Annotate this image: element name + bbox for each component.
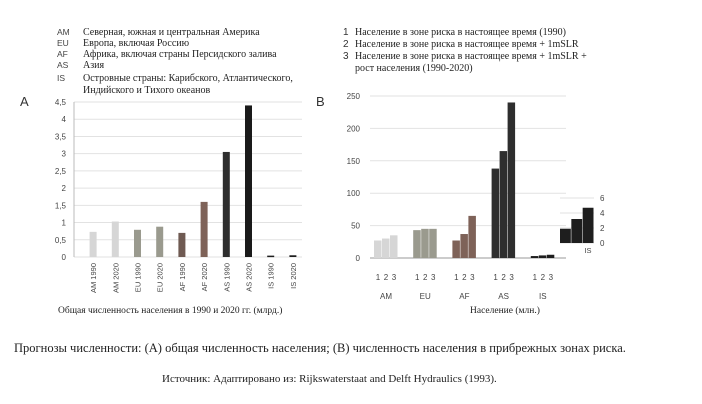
bar [112, 222, 119, 257]
legend-series-3-cont [343, 63, 643, 75]
legend-right [343, 27, 643, 77]
inset-y-tick-label: 0 [600, 239, 605, 248]
bar [289, 255, 296, 257]
inset-bar [560, 229, 571, 243]
y-tick-label: 3,5 [54, 132, 66, 142]
bar [374, 241, 382, 258]
x-tick-label: EU 2020 [155, 263, 165, 293]
group-label: EU [419, 292, 431, 301]
group-label: AF [459, 292, 470, 301]
legend-number: 1 [343, 27, 349, 38]
legend-code: AM [57, 27, 70, 37]
legend-text: Индийского и Тихого океанов [83, 85, 211, 96]
subcategory-label: 3 [391, 273, 397, 282]
subcategory-label: 2 [462, 273, 467, 282]
x-tick-label: IS 2020 [288, 263, 298, 289]
bar [178, 233, 185, 257]
y-tick-label: 50 [351, 221, 360, 231]
bar [547, 255, 555, 258]
bar [267, 256, 274, 258]
figure-caption: Прогнозы численности: (А) общая численность населения; (В) численность населения в прибрежных зонах риска. [14, 341, 626, 355]
group-label: IS [539, 292, 547, 301]
bar [468, 216, 476, 258]
x-tick-label: AF 2020 [200, 263, 210, 292]
y-tick-label: 250 [346, 92, 360, 101]
inset-y-tick-label: 2 [600, 224, 605, 233]
legend-series-1 [343, 27, 643, 39]
x-tick-label: IS 1990 [266, 263, 276, 289]
legend-code: AF [57, 49, 68, 59]
x-tick-label: EU 1990 [133, 263, 143, 293]
inset-bar [583, 208, 594, 243]
bar [460, 234, 468, 258]
panel-letter-b: B [316, 94, 325, 109]
bar [390, 235, 398, 258]
y-tick-label: 3 [61, 149, 66, 159]
group-label: AM [380, 292, 392, 301]
legend-text: Население в зоне риска в настоящее время + 1mSLR [355, 39, 579, 50]
subcategory-label: 3 [430, 273, 436, 282]
x-tick-label: AM 2020 [111, 263, 121, 294]
legend-text: Африка, включая страны Персидского залива [83, 49, 277, 60]
bar [245, 105, 252, 257]
subcategory-label: 3 [509, 273, 514, 282]
y-tick-label: 4 [61, 115, 66, 125]
y-tick-label: 0 [61, 253, 66, 262]
subcategory-label: 1 [532, 273, 538, 282]
bar [134, 230, 141, 257]
legend-text: Северная, южная и центральная Америка [83, 27, 260, 38]
y-tick-label: 2,5 [54, 166, 66, 176]
subcategory-label: 3 [548, 273, 554, 282]
bar [413, 230, 421, 258]
figure-source: Источник: Адаптировано из: Rijkswaterstaat and Delft Hydraulics (1993). [162, 373, 497, 385]
legend-text: Население в зоне риска в настоящее время + 1mSLR + [355, 51, 587, 62]
y-tick-label: 100 [346, 189, 360, 199]
bar [201, 202, 208, 257]
legend-series-2 [343, 39, 643, 51]
subcategory-label: 1 [454, 273, 459, 282]
legend-text: Островные страны: Карибского, Атлантического, [83, 73, 293, 84]
subcategory-label: 1 [375, 273, 381, 282]
inset-y-tick-label: 4 [600, 209, 605, 218]
subcategory-label: 1 [414, 273, 420, 282]
chart-b-xlabel: Население (млн.) [470, 306, 540, 316]
x-tick-label: AM 1990 [89, 263, 99, 294]
chart-b [334, 88, 614, 308]
subcategory-label: 2 [383, 273, 389, 282]
legend-text: Европа, включая Россию [83, 38, 190, 49]
bar [531, 256, 539, 258]
y-tick-label: 1 [61, 218, 66, 228]
x-tick-label: AS 1990 [222, 263, 232, 292]
bar [429, 229, 437, 258]
subcategory-label: 1 [493, 273, 498, 282]
bar [223, 152, 230, 257]
panel-letter-a: A [20, 94, 29, 109]
legend-left [57, 27, 327, 97]
bar [452, 241, 460, 258]
legend-text: рост населения (1990-2020) [355, 63, 473, 74]
group-label: AS [498, 292, 509, 301]
subcategory-label: 2 [501, 273, 506, 282]
inset-label: IS [584, 246, 592, 255]
bar [539, 255, 547, 258]
legend-code: EU [57, 38, 69, 48]
bar [156, 227, 163, 257]
legend-text: Население в зоне риска в настоящее время (1990) [355, 27, 566, 38]
subcategory-label: 2 [540, 273, 546, 282]
subcategory-label: 2 [422, 273, 428, 282]
legend-code: IS [57, 73, 66, 83]
bar [421, 229, 429, 258]
legend-text: Азия [83, 60, 105, 71]
y-tick-label: 1,5 [54, 201, 66, 211]
legend-code: AS [57, 60, 69, 70]
chart-a-xlabel: Общая численность населения в 1990 и 2020 гг. (млрд.) [58, 306, 283, 316]
bar [508, 102, 515, 258]
legend-series-3 [343, 51, 643, 63]
subcategory-label: 3 [470, 273, 475, 282]
y-tick-label: 2 [61, 184, 66, 194]
y-tick-label: 0 [355, 254, 360, 263]
y-tick-label: 150 [346, 156, 360, 166]
inset-y-tick-label: 6 [600, 194, 605, 203]
bar [492, 169, 500, 258]
x-tick-label: AF 1990 [177, 263, 187, 292]
bar [90, 232, 97, 257]
bar [500, 151, 508, 258]
chart-a [40, 92, 310, 322]
legend-number: 2 [343, 39, 349, 50]
y-tick-label: 4,5 [54, 98, 66, 107]
y-tick-label: 0,5 [54, 235, 66, 245]
legend-number: 3 [343, 51, 349, 62]
y-tick-label: 200 [346, 124, 360, 134]
inset-bar [571, 219, 582, 243]
x-tick-label: AS 2020 [244, 263, 254, 292]
bar [382, 239, 390, 258]
